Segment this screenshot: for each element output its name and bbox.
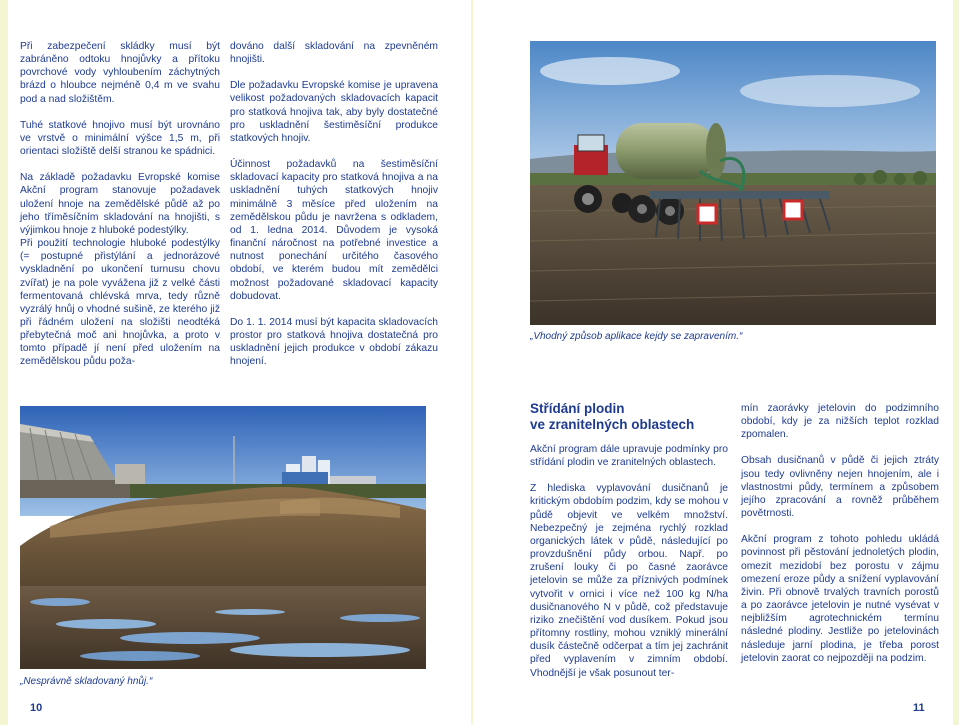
paragraph: Při použití technologie hluboké podestýlky (= postupné přistýlání a jednorázové vyskladnění po ukončení turnusu chovu zvířat) je na pole vyvážena již z velké části fermentovaná chlévská mrva, tedy různě vyzrálý hnůj o vhodné sušině, ze kterého již při řádném uložení na složišti neodtéká přebytečná moč ani hnojůvka, a proto v tomto případě jí není před uložením na zemědělskou půdu poža-	[20, 238, 220, 368]
right-page-column-2	[741, 402, 939, 665]
paragraph: Tuhé statkové hnojivo musí být urovnáno ve vrstvě o minimální výšce 1,5 m, při orientaci složiště delší stranou ke spádnici.	[20, 119, 220, 158]
section-title	[530, 401, 730, 433]
right-page-column-1	[530, 443, 728, 680]
paragraph: Obsah dusičnanů v půdě či jejich ztráty jsou tedy ovlivněny nejen hnojením, ale i vlastnostmi půdy, termínem a způsobem jejího zpracování a rovněž průběhem povětrnosti.	[741, 455, 939, 520]
paragraph: Z hlediska vyplavování dusičnanů je kritickým obdobím podzim, kdy se mohou v půdě objevit ve velkém množství. Nebezpečný je zejména rychlý rozklad organických látek v půdě, následující po provzdušnění půdy orbou. Např. po zrušení louky či po časné zaorávce jetelovin se může za příznivých podmínek vytvořit v ornici i více než 100 kg N/ha dusičnanového N v půdě, což představuje riziko znečištění vod dusíkem. Pokud jsou přítomny rostliny, mohou vzniklý minerální dusík částečně odčerpat a tím jej zachránit před vyplavením v zimním období. Vhodnější je však posunout ter-	[530, 483, 728, 679]
left-page-column-1	[20, 40, 220, 369]
right-page	[473, 0, 953, 725]
paragraph: Při zabezpečení skládky musí být zabráněno odtoku hnojůvky a přítoku povrchové vody vyhloubením záchytných brázd o hloubce nejméně 0,4 m ve svahu pod a nad složištěm.	[20, 41, 220, 105]
left-page	[8, 0, 471, 725]
section-title-line: ve zranitelných oblastech	[530, 417, 695, 432]
section-title-line: Střídání plodin	[530, 401, 625, 416]
page-number-right: 11	[913, 702, 925, 714]
paragraph: Na základě požadavku Evropské komise Akční program stanovuje požadavek uložení hnoje na zemědělské půdě až po jeho tříměsíčním skladování na hnojišti, s výjimkou hnoje z hluboké podestýlky.	[20, 172, 220, 236]
paragraph: Do 1. 1. 2014 musí být kapacita skladovacích prostor pro statková hnojiva dostatečná pro uskladnění jejich produkce v období zákazu hnojení.	[230, 316, 438, 368]
left-page-column-2	[230, 40, 438, 368]
paragraph: Účinnost požadavků na šestiměsíční skladovací kapacity pro statková hnojiva a na uskladnění tuhých statkových hnojiv minimálně 3 měsíce před uložením na zemědělskou půdu je navržena s odkladem, od 1. ledna 2014. Důvodem je vysoká finanční náročnost na potřebné investice a nutnost ponechání určitého časového období, ve kterém budou mít zemědělci možnost požadované skladovací kapacity dobudovat.	[230, 159, 438, 302]
slurry-tanker-photo	[530, 41, 936, 325]
manure-heap-caption: „Nesprávně skladovaný hnůj.“	[20, 676, 153, 687]
manure-heap-photo	[20, 406, 426, 669]
slurry-tanker-caption: „Vhodný způsob aplikace kejdy se zapravením.“	[530, 331, 743, 342]
paragraph: Akční program dále upravuje podmínky pro střídání plodin ve zranitelných oblastech.	[530, 444, 728, 469]
paragraph: Akční program z tohoto pohledu ukládá povinnost při pěstování jednoletých plodin, omezit mezidobí bez porostu v zájmu omezení eroze půdy a snížení vyplavování živin. Při obnově trvalých travních porostů a po zaorávce jetelovin je nutné vysévat v nejbližším agrotechnickém termínu následné plodiny. Jestliže po jetelovinách následuje jarní plodina, je třeba porost jetelovin zaorat co nejpozději na podzim.	[741, 534, 939, 664]
paragraph: Dle požadavku Evropské komise je upravena velikost požadovaných skladovacích kapacit pro statková hnojiva tak, aby byly dostatečné pro uskladnění šestiměsíční produkce statkových hnojiv.	[230, 80, 438, 144]
page-number-left: 10	[30, 702, 43, 714]
paragraph: mín zaorávky jetelovin do podzimního období, kdy je za nižších teplot rozklad zpomalen.	[741, 403, 939, 441]
paragraph: dováno další skladování na zpevněném hnojišti.	[230, 41, 438, 66]
